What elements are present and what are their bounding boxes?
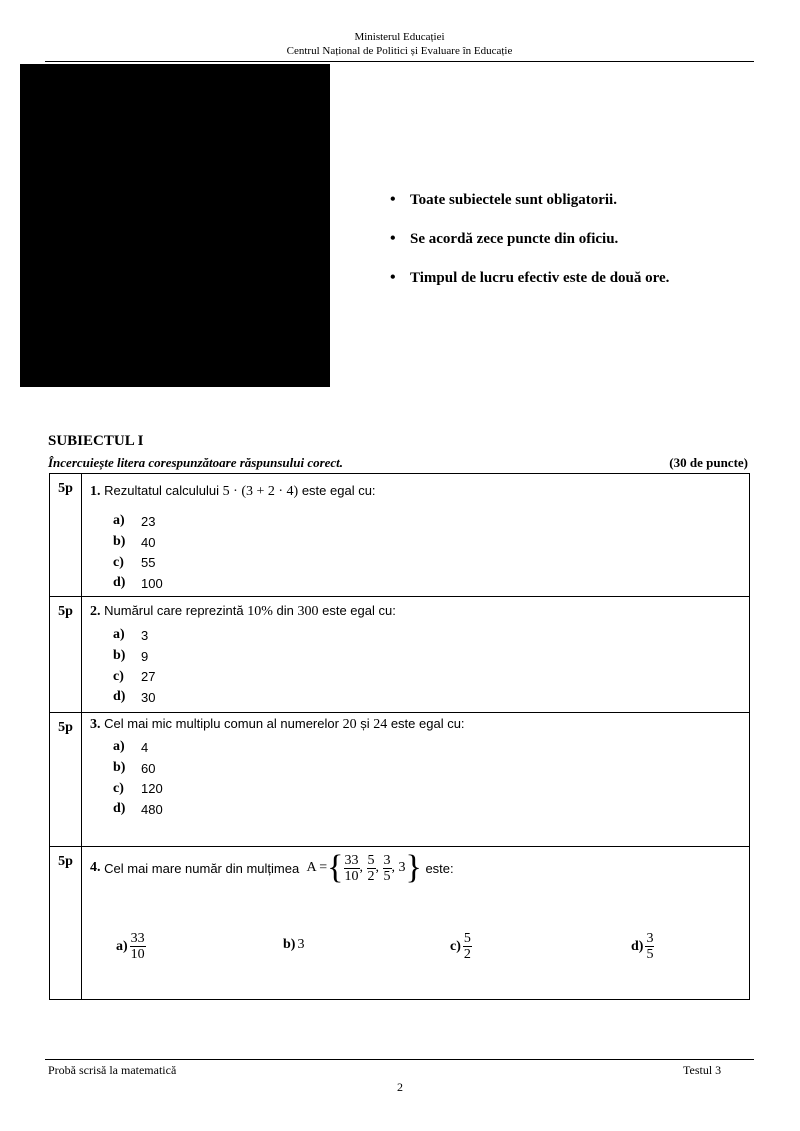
rule-item: • Timpul de lucru efectiv este de două ore.	[390, 270, 669, 309]
answer-option-d[interactable]: d) $\frac{3}{5}$	[631, 931, 654, 962]
answer-option-a[interactable]: a) 3	[113, 627, 149, 643]
section-title: SUBIECTUL I	[48, 433, 144, 449]
exam-rules-list	[390, 192, 669, 309]
question-text-after: este egal cu:	[301, 483, 376, 498]
question-text	[90, 716, 465, 733]
section-points: (30 de puncte)	[669, 455, 748, 470]
answer-option-c[interactable]: c) 27	[113, 668, 156, 685]
question-text: 4. Cel mai mare număr din mulțimea A = { $\frac{33}{10}$ , $\frac{5}{2}$ , $\frac{3}{5}$ , 3 } este:	[90, 849, 454, 886]
question-text	[90, 603, 396, 620]
footer-test: Testul 3	[683, 1063, 722, 1077]
header-ministry: Ministerul Educației	[354, 31, 445, 43]
answer-options	[113, 511, 163, 594]
answer-option-a[interactable]: a) 23	[113, 513, 156, 529]
question-points: 5p	[50, 474, 82, 596]
question-points: 5p	[50, 847, 82, 999]
set-fraction-1: $\frac{33}{10}$	[344, 852, 359, 884]
footer-subject: Probă scrisă la matematică	[48, 1063, 177, 1077]
question-points: 5p	[50, 713, 82, 846]
answer-option-b[interactable]: b) 3	[283, 937, 305, 952]
option-fraction: $\frac{3}{5}$	[646, 931, 654, 962]
page-header	[45, 30, 754, 58]
question-text-before: Numărul care reprezintă	[104, 603, 244, 618]
question-text-before: Cel mai mare număr din mulțimea	[104, 860, 300, 876]
question-math-1: 10%	[247, 604, 273, 619]
question-text-after: este egal cu:	[322, 603, 396, 618]
footer-divider	[45, 1059, 754, 1060]
question-row-3	[50, 713, 749, 847]
question-row-1	[50, 474, 749, 597]
rule-item: • Se acordă zece puncte din oficiu.	[390, 231, 669, 270]
question-number: 2.	[90, 604, 101, 619]
option-fraction: $\frac{5}{2}$	[463, 931, 471, 962]
answer-option-c[interactable]: c) $\frac{5}{2}$	[450, 931, 471, 962]
question-text-before: Cel mai mic multiplu comun al numerelor	[104, 716, 339, 731]
set-last-element: 3	[398, 860, 406, 875]
question-number: 4.	[90, 860, 101, 875]
question-text-after: este:	[425, 860, 454, 876]
header-center: Centrul Național de Politici și Evaluare în Educație	[286, 45, 513, 57]
question-math-2: 24	[373, 717, 388, 732]
answer-option-b[interactable]: b) 60	[113, 760, 156, 776]
question-text-mid: din	[276, 603, 294, 618]
option-fraction: $\frac{33}{10}$	[130, 931, 145, 962]
question-text	[90, 483, 376, 500]
answer-option-c[interactable]: c) 120	[113, 780, 163, 797]
page-number: 2	[397, 1080, 403, 1094]
redacted-block	[20, 64, 330, 387]
question-math-1: 20	[342, 717, 357, 732]
answer-option-d[interactable]: d) 100	[113, 575, 163, 591]
question-math-2: 300	[297, 604, 319, 619]
answer-option-c[interactable]: c) 55	[113, 554, 156, 571]
rule-item: • Toate subiectele sunt obligatorii.	[390, 192, 669, 231]
question-math: 5 · (3 + 2 · 4)	[222, 484, 299, 499]
answer-options	[113, 737, 163, 820]
set-open-brace: {	[327, 849, 344, 886]
set-fraction-2: $\frac{5}{2}$	[367, 852, 375, 884]
answer-option-d[interactable]: d) 30	[113, 689, 156, 705]
question-number: 1.	[90, 484, 101, 499]
answer-option-a[interactable]: a) $\frac{33}{10}$	[116, 931, 145, 962]
answer-option-d[interactable]: d) 480	[113, 801, 163, 817]
question-number: 3.	[90, 717, 101, 732]
answer-option-b[interactable]: b) 9	[113, 648, 149, 664]
question-row-2	[50, 597, 749, 713]
set-close-brace: }	[405, 849, 422, 886]
set-fraction-3: $\frac{3}{5}$	[383, 852, 391, 884]
section-instruction: Încercuiește litera corespunzătoare răspunsului corect.	[48, 455, 344, 470]
header-divider	[45, 61, 754, 62]
question-row-4	[50, 847, 749, 999]
answer-option-b[interactable]: b) 40	[113, 534, 156, 550]
question-text-before: Rezultatul calculului	[104, 483, 220, 498]
questions-table	[49, 473, 750, 1000]
answer-options	[113, 625, 155, 708]
question-points: 5p	[50, 597, 82, 712]
question-text-mid: și	[360, 716, 370, 731]
question-text-after: este egal cu:	[390, 716, 465, 731]
answer-option-a[interactable]: a) 4	[113, 739, 149, 755]
set-name: A =	[306, 860, 328, 875]
